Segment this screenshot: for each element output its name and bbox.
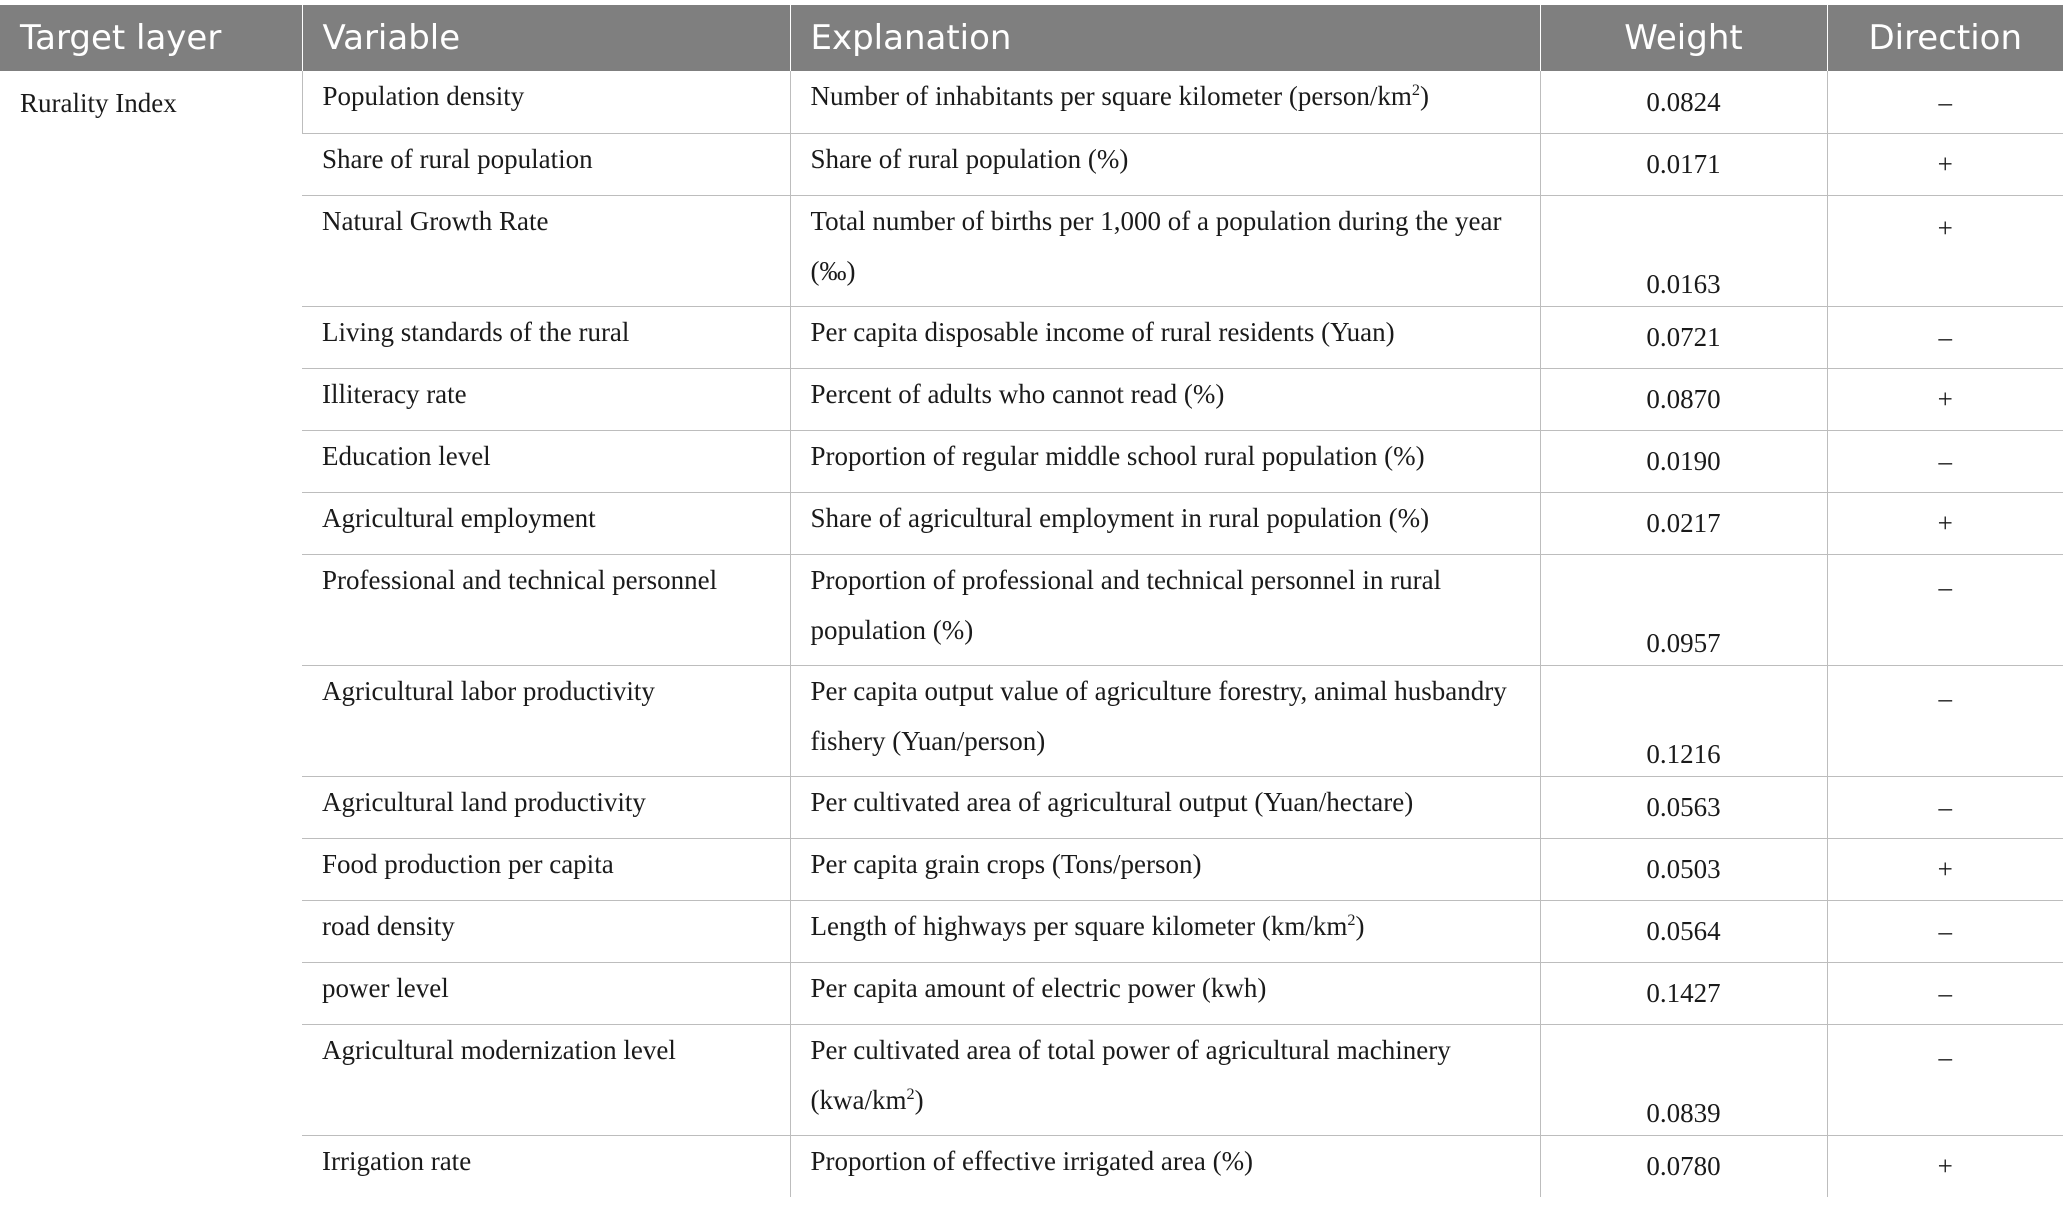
weight-cell: 0.0780 <box>1540 1135 1827 1197</box>
explanation-cell: Length of highways per square kilometer $(km/km^2)$ <box>790 900 1540 962</box>
direction-cell: – <box>1827 665 2063 776</box>
weight-cell: 0.1216 <box>1540 665 1827 776</box>
direction-cell: – <box>1827 900 2063 962</box>
direction-cell: + <box>1827 838 2063 900</box>
variable-cell: power level <box>302 962 790 1024</box>
direction-cell: + <box>1827 195 2063 306</box>
table-row <box>0 71 2063 133</box>
header-direction: Direction <box>1827 5 2063 71</box>
explanation-cell: Per capita grain crops (Tons/person) <box>790 838 1540 900</box>
direction-cell: + <box>1827 1135 2063 1197</box>
weight-cell: 0.0564 <box>1540 900 1827 962</box>
explanation-cell: Total number of births per 1,000 of a population during the year (‰) <box>790 195 1540 306</box>
table-row <box>0 430 2063 492</box>
weight-cell: 0.0957 <box>1540 554 1827 665</box>
weight-cell: 0.0503 <box>1540 838 1827 900</box>
header-variable: Variable <box>302 5 790 71</box>
explanation-cell: Share of rural population (%) <box>790 133 1540 195</box>
direction-cell: – <box>1827 776 2063 838</box>
variable-cell: Living standards of the rural <box>302 306 790 368</box>
weight-cell: 0.1427 <box>1540 962 1827 1024</box>
weight-cell: 0.0190 <box>1540 430 1827 492</box>
explanation-cell: Proportion of professional and technical personnel in rural population (%) <box>790 554 1540 665</box>
explanation-cell: Per cultivated area of total power of agricultural machinery $(kwa/km^2)$ <box>790 1024 1540 1135</box>
variable-cell: Agricultural land productivity <box>302 776 790 838</box>
variable-cell: Illiteracy rate <box>302 368 790 430</box>
explanation-cell: Per cultivated area of agricultural output (Yuan/hectare) <box>790 776 1540 838</box>
explanation-cell: Proportion of effective irrigated area (%) <box>790 1135 1540 1197</box>
rurality-table-container <box>0 5 2063 1197</box>
header-row <box>0 5 2063 71</box>
explanation-cell: Per capita output value of agriculture forestry, animal husbandry fishery (Yuan/person) <box>790 665 1540 776</box>
table-row <box>0 133 2063 195</box>
explanation-cell: Per capita amount of electric power (kwh) <box>790 962 1540 1024</box>
weight-cell: 0.0163 <box>1540 195 1827 306</box>
weight-cell: 0.0563 <box>1540 776 1827 838</box>
weight-cell: 0.0824 <box>1540 71 1827 133</box>
variable-cell: Share of rural population <box>302 133 790 195</box>
direction-cell: + <box>1827 133 2063 195</box>
table-row <box>0 962 2063 1024</box>
variable-cell: Natural Growth Rate <box>302 195 790 306</box>
variable-cell: Education level <box>302 430 790 492</box>
table-row <box>0 306 2063 368</box>
weight-cell: 0.0870 <box>1540 368 1827 430</box>
table-row <box>0 1135 2063 1197</box>
variable-cell: Population density <box>302 71 790 133</box>
direction-cell: – <box>1827 430 2063 492</box>
table-row <box>0 1024 2063 1135</box>
table-row <box>0 195 2063 306</box>
weight-cell: 0.0217 <box>1540 492 1827 554</box>
weight-cell: 0.0171 <box>1540 133 1827 195</box>
variable-cell: Agricultural modernization level <box>302 1024 790 1135</box>
explanation-cell: Share of agricultural employment in rural population (%) <box>790 492 1540 554</box>
variable-cell: road density <box>302 900 790 962</box>
table-row <box>0 665 2063 776</box>
direction-cell: – <box>1827 306 2063 368</box>
table-row <box>0 776 2063 838</box>
explanation-cell: Proportion of regular middle school rural population (%) <box>790 430 1540 492</box>
variable-cell: Agricultural employment <box>302 492 790 554</box>
direction-cell: – <box>1827 962 2063 1024</box>
direction-cell: – <box>1827 1024 2063 1135</box>
header-weight: Weight <box>1540 5 1827 71</box>
weight-cell: 0.0839 <box>1540 1024 1827 1135</box>
direction-cell: – <box>1827 71 2063 133</box>
header-target-layer: Target layer <box>0 5 302 71</box>
rurality-index-table <box>0 5 2063 1197</box>
table-row <box>0 492 2063 554</box>
target-layer-cell: Rurality Index <box>20 88 177 118</box>
variable-cell: Irrigation rate <box>322 1145 472 1176</box>
table-row <box>0 900 2063 962</box>
weight-cell: 0.0721 <box>1540 306 1827 368</box>
table-row <box>0 838 2063 900</box>
variable-cell: Agricultural labor productivity <box>302 665 790 776</box>
direction-cell: + <box>1827 368 2063 430</box>
header-explanation: Explanation <box>790 5 1540 71</box>
explanation-cell: Per capita disposable income of rural residents (Yuan) <box>790 306 1540 368</box>
direction-cell: – <box>1827 554 2063 665</box>
table-row <box>0 368 2063 430</box>
direction-cell: + <box>1827 492 2063 554</box>
table-body <box>0 71 2063 1197</box>
table-header <box>0 5 2063 71</box>
variable-cell: Food production per capita <box>302 838 790 900</box>
explanation-cell: Number of inhabitants per square kilometer $(person/km^2)$ <box>790 71 1540 133</box>
explanation-cell: Percent of adults who cannot read (%) <box>790 368 1540 430</box>
variable-cell: Professional and technical personnel <box>302 554 790 665</box>
table-row <box>0 554 2063 665</box>
